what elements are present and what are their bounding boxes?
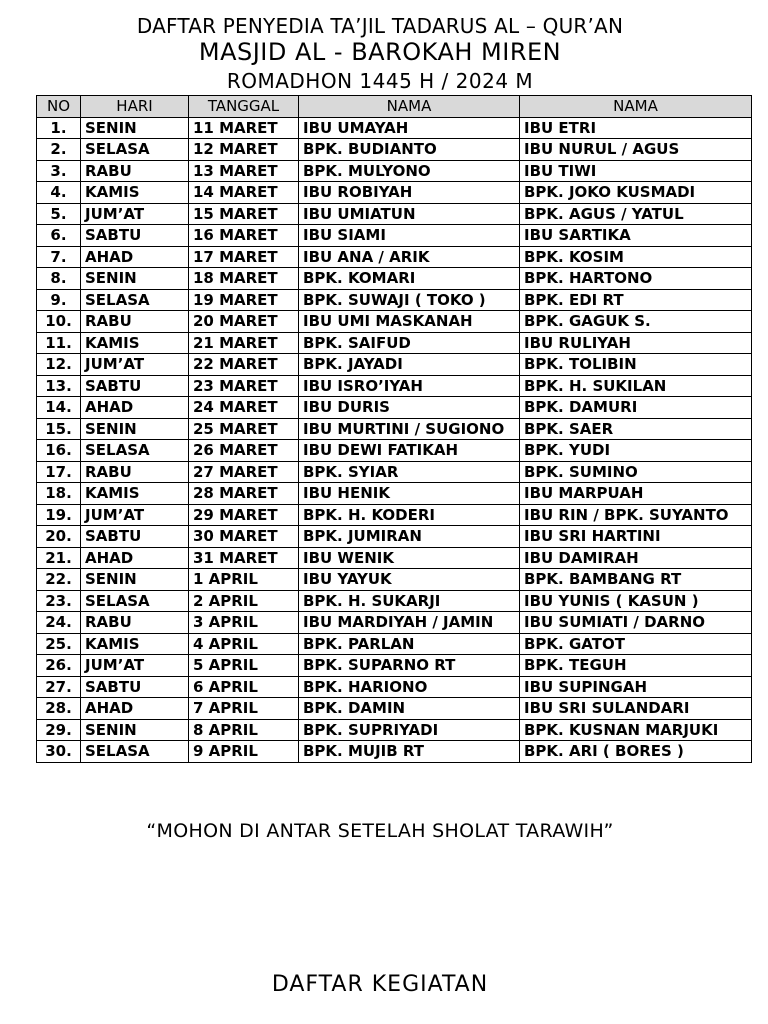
row-number: 13. [37,375,81,397]
row-number: 10. [37,311,81,333]
name-cell-2: BPK. YUDI [520,440,752,462]
name-cell-2: BPK. AGUS / YATUL [520,203,752,225]
date-cell: 7 APRIL [189,698,299,720]
row-number: 9. [37,289,81,311]
date-cell: 20 MARET [189,311,299,333]
row-number: 24. [37,612,81,634]
name-cell-1: BPK. DAMIN [299,698,520,720]
day-cell: SENIN [81,117,189,139]
table-row [37,225,752,247]
table-row [37,612,752,634]
name-cell-2: BPK. GATOT [520,633,752,655]
day-cell: SELASA [81,590,189,612]
name-cell-2: IBU SARTIKA [520,225,752,247]
day-cell: SABTU [81,526,189,548]
day-cell: RABU [81,612,189,634]
row-number: 29. [37,719,81,741]
table-row [37,547,752,569]
name-cell-2: IBU ETRI [520,117,752,139]
name-cell-1: IBU SIAMI [299,225,520,247]
name-cell-1: BPK. SYIAR [299,461,520,483]
table-row [37,289,752,311]
name-cell-1: BPK. H. KODERI [299,504,520,526]
name-cell-2: BPK. SAER [520,418,752,440]
row-number: 22. [37,569,81,591]
day-cell: SABTU [81,676,189,698]
name-cell-2: BPK. DAMURI [520,397,752,419]
date-cell: 26 MARET [189,440,299,462]
day-cell: KAMIS [81,182,189,204]
name-cell-2: BPK. EDI RT [520,289,752,311]
name-cell-2: BPK. JOKO KUSMADI [520,182,752,204]
table-row [37,182,752,204]
name-cell-1: IBU YAYUK [299,569,520,591]
date-cell: 15 MARET [189,203,299,225]
name-cell-2: IBU SUMIATI / DARNO [520,612,752,634]
row-number: 30. [37,741,81,763]
date-cell: 25 MARET [189,418,299,440]
name-cell-1: IBU MURTINI / SUGIONO [299,418,520,440]
date-cell: 5 APRIL [189,655,299,677]
name-cell-2: BPK. SUMINO [520,461,752,483]
table-row [37,332,752,354]
name-cell-2: BPK. GAGUK S. [520,311,752,333]
table-row [37,526,752,548]
table-row [37,655,752,677]
table-row [37,698,752,720]
row-number: 17. [37,461,81,483]
table-row [37,569,752,591]
row-number: 25. [37,633,81,655]
day-cell: AHAD [81,547,189,569]
row-number: 23. [37,590,81,612]
day-cell: SELASA [81,139,189,161]
day-cell: AHAD [81,246,189,268]
name-cell-1: IBU WENIK [299,547,520,569]
name-cell-2: IBU RULIYAH [520,332,752,354]
row-number: 27. [37,676,81,698]
column-header-hari: HARI [81,96,189,118]
name-cell-2: IBU SUPINGAH [520,676,752,698]
row-number: 3. [37,160,81,182]
date-cell: 18 MARET [189,268,299,290]
day-cell: SABTU [81,375,189,397]
row-number: 21. [37,547,81,569]
delivery-note: “MOHON DI ANTAR SETELAH SHOLAT TARAWIH” [146,820,614,842]
name-cell-1: BPK. JUMIRAN [299,526,520,548]
table-row [37,418,752,440]
name-cell-1: IBU DEWI FATIKAH [299,440,520,462]
day-cell: RABU [81,461,189,483]
name-cell-1: IBU UMI MASKANAH [299,311,520,333]
name-cell-1: BPK. MUJIB RT [299,741,520,763]
day-cell: AHAD [81,698,189,720]
date-cell: 23 MARET [189,375,299,397]
row-number: 5. [37,203,81,225]
table-row [37,483,752,505]
table-row [37,139,752,161]
period-label: ROMADHON 1445 H / 2024 M [226,69,534,93]
date-cell: 4 APRIL [189,633,299,655]
date-cell: 31 MARET [189,547,299,569]
name-cell-1: IBU DURIS [299,397,520,419]
day-cell: SELASA [81,741,189,763]
date-cell: 8 APRIL [189,719,299,741]
day-cell: AHAD [81,397,189,419]
name-cell-2: BPK. KOSIM [520,246,752,268]
date-cell: 27 MARET [189,461,299,483]
table-row [37,268,752,290]
date-cell: 30 MARET [189,526,299,548]
day-cell: JUM’AT [81,203,189,225]
date-cell: 29 MARET [189,504,299,526]
row-number: 19. [37,504,81,526]
date-cell: 22 MARET [189,354,299,376]
name-cell-2: IBU YUNIS ( KASUN ) [520,590,752,612]
name-cell-1: IBU ISRO’IYAH [299,375,520,397]
name-cell-1: BPK. PARLAN [299,633,520,655]
name-cell-1: IBU UMAYAH [299,117,520,139]
name-cell-1: IBU ANA / ARIK [299,246,520,268]
name-cell-1: BPK. MULYONO [299,160,520,182]
row-number: 14. [37,397,81,419]
mosque-name: MASJID AL - BAROKAH MIREN [198,38,562,66]
column-header-nama-2: NAMA [520,96,752,118]
day-cell: JUM’AT [81,655,189,677]
date-cell: 6 APRIL [189,676,299,698]
row-number: 7. [37,246,81,268]
name-cell-1: IBU MARDIYAH / JAMIN [299,612,520,634]
table-row [37,719,752,741]
day-cell: SELASA [81,440,189,462]
day-cell: SABTU [81,225,189,247]
row-number: 6. [37,225,81,247]
table-row [37,590,752,612]
table-row [37,397,752,419]
name-cell-2: IBU SRI SULANDARI [520,698,752,720]
table-row [37,504,752,526]
name-cell-1: IBU HENIK [299,483,520,505]
name-cell-2: BPK. TOLIBIN [520,354,752,376]
name-cell-2: IBU NURUL / AGUS [520,139,752,161]
date-cell: 17 MARET [189,246,299,268]
date-cell: 21 MARET [189,332,299,354]
date-cell: 12 MARET [189,139,299,161]
day-cell: SENIN [81,268,189,290]
day-cell: KAMIS [81,332,189,354]
table-row [37,676,752,698]
column-header-nama-1: NAMA [299,96,520,118]
name-cell-2: BPK. TEGUH [520,655,752,677]
name-cell-2: IBU SRI HARTINI [520,526,752,548]
date-cell: 3 APRIL [189,612,299,634]
row-number: 8. [37,268,81,290]
date-cell: 1 APRIL [189,569,299,591]
table-body [37,117,752,762]
row-number: 18. [37,483,81,505]
day-cell: SENIN [81,418,189,440]
date-cell: 16 MARET [189,225,299,247]
day-cell: RABU [81,160,189,182]
name-cell-2: BPK. ARI ( BORES ) [520,741,752,763]
name-cell-1: BPK. BUDIANTO [299,139,520,161]
day-cell: SENIN [81,569,189,591]
row-number: 2. [37,139,81,161]
table-row [37,311,752,333]
row-number: 4. [37,182,81,204]
name-cell-1: BPK. JAYADI [299,354,520,376]
name-cell-2: BPK. H. SUKILAN [520,375,752,397]
row-number: 16. [37,440,81,462]
name-cell-1: BPK. SUWAJI ( TOKO ) [299,289,520,311]
day-cell: KAMIS [81,483,189,505]
name-cell-2: BPK. KUSNAN MARJUKI [520,719,752,741]
day-cell: RABU [81,311,189,333]
name-cell-2: IBU RIN / BPK. SUYANTO [520,504,752,526]
table-row [37,440,752,462]
table-row [37,160,752,182]
date-cell: 28 MARET [189,483,299,505]
name-cell-2: BPK. HARTONO [520,268,752,290]
name-cell-2: IBU TIWI [520,160,752,182]
date-cell: 2 APRIL [189,590,299,612]
table-row [37,741,752,763]
day-cell: SELASA [81,289,189,311]
table-row [37,246,752,268]
day-cell: JUM’AT [81,504,189,526]
table-row [37,203,752,225]
name-cell-2: IBU MARPUAH [520,483,752,505]
row-number: 1. [37,117,81,139]
name-cell-1: BPK. HARIONO [299,676,520,698]
document-title: DAFTAR PENYEDIA TA’JIL TADARUS AL – QUR’AN [136,14,624,38]
day-cell: KAMIS [81,633,189,655]
schedule-table [36,95,752,763]
name-cell-2: IBU DAMIRAH [520,547,752,569]
table-row [37,461,752,483]
date-cell: 24 MARET [189,397,299,419]
section-heading: DAFTAR KEGIATAN [271,972,489,997]
table-row [37,375,752,397]
row-number: 15. [37,418,81,440]
row-number: 26. [37,655,81,677]
name-cell-1: BPK. KOMARI [299,268,520,290]
row-number: 28. [37,698,81,720]
date-cell: 13 MARET [189,160,299,182]
name-cell-1: BPK. SAIFUD [299,332,520,354]
table-row [37,633,752,655]
name-cell-1: BPK. H. SUKARJI [299,590,520,612]
date-cell: 14 MARET [189,182,299,204]
row-number: 12. [37,354,81,376]
day-cell: JUM’AT [81,354,189,376]
name-cell-1: BPK. SUPRIYADI [299,719,520,741]
date-cell: 19 MARET [189,289,299,311]
name-cell-1: IBU UMIATUN [299,203,520,225]
table-header-row [37,96,752,118]
name-cell-1: IBU ROBIYAH [299,182,520,204]
name-cell-1: BPK. SUPARNO RT [299,655,520,677]
day-cell: SENIN [81,719,189,741]
row-number: 20. [37,526,81,548]
table-row [37,117,752,139]
name-cell-2: BPK. BAMBANG RT [520,569,752,591]
date-cell: 9 APRIL [189,741,299,763]
date-cell: 11 MARET [189,117,299,139]
column-header-no: NO [37,96,81,118]
row-number: 11. [37,332,81,354]
column-header-tanggal: TANGGAL [189,96,299,118]
table-row [37,354,752,376]
